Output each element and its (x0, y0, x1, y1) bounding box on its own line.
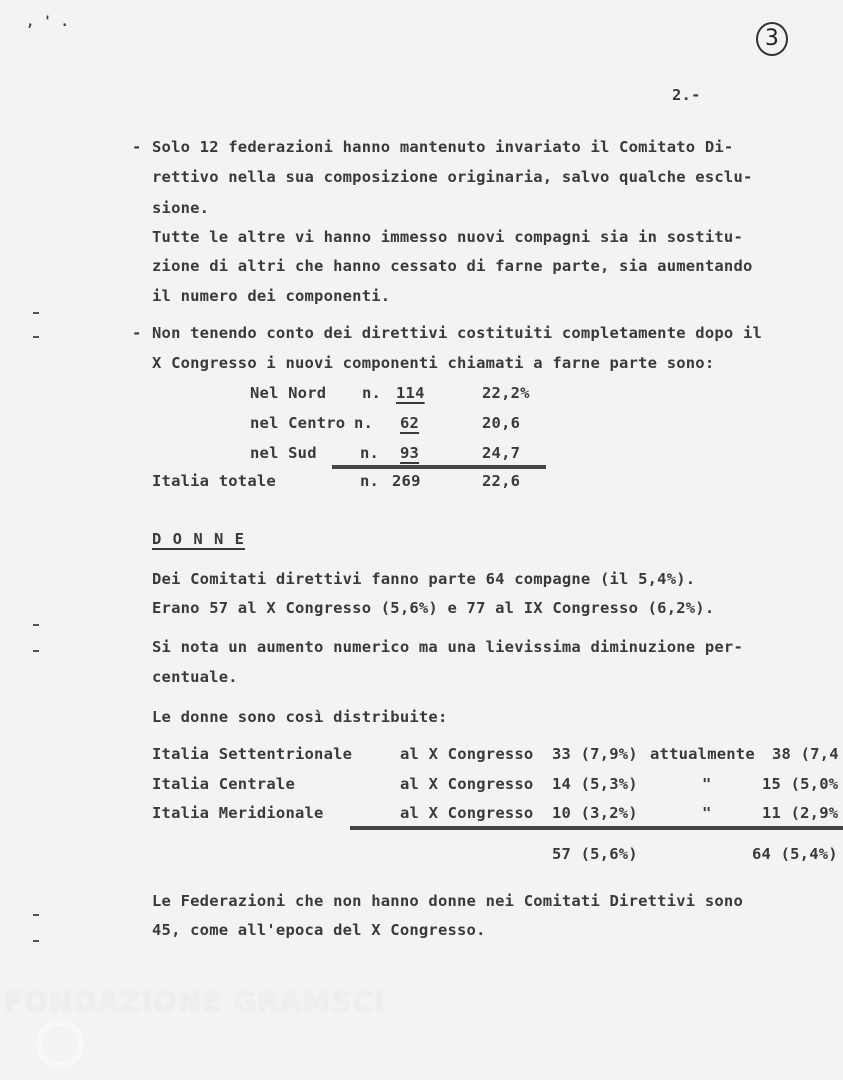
women-sep: " (702, 775, 712, 793)
donne-intro: Le donne sono così distribuite: (152, 708, 448, 726)
para1-line: sione. (152, 199, 210, 217)
closing-line: Le Federazioni che non hanno donne nei Comitati Direttivi sono (152, 892, 743, 910)
donne-line: centuale. (152, 668, 238, 686)
total-value: 269 (392, 472, 421, 490)
margin-mark (33, 336, 39, 338)
archive-logo-icon (36, 1020, 84, 1068)
para1-line: Tutte le altre vi hanno immesso nuovi compagni sia in sostitu- (152, 228, 743, 246)
margin-mark (33, 914, 39, 916)
margin-mark (33, 624, 39, 626)
total-label: Italia totale (152, 472, 276, 490)
women-congress: al X Congresso (400, 775, 534, 793)
region-pct: 24,7 (482, 444, 521, 462)
region-n: n. (362, 384, 382, 402)
women-now: 11 (2,9% (762, 804, 839, 822)
margin-mark (33, 650, 39, 652)
women-then: 33 (7,9%) (552, 745, 638, 763)
women-region: Italia Meridionale (152, 804, 324, 822)
donne-line: Erano 57 al X Congresso (5,6%) e 77 al IX Congresso (6,2%). (152, 599, 715, 617)
para2-line: Non tenendo conto dei direttivi costituiti completamente dopo il (152, 324, 763, 342)
region-value: 93 (400, 444, 420, 462)
margin-mark (33, 312, 39, 314)
women-sum-rule (350, 826, 843, 830)
women-sep: attualmente (650, 745, 755, 763)
bullet-dash: - (132, 324, 142, 342)
total-n: n. (360, 472, 380, 490)
women-total-then: 57 (5,6%) (552, 845, 638, 863)
region-label: Nel Nord (250, 384, 327, 402)
region-n: n. (360, 444, 380, 462)
donne-line: Si nota un aumento numerico ma una lievissima diminuzione per- (152, 638, 743, 656)
total-pct: 22,6 (482, 472, 521, 490)
region-value: 62 (400, 414, 420, 432)
region-pct: 20,6 (482, 414, 521, 432)
bullet-dash: - (132, 138, 142, 156)
para1-line: il numero dei componenti. (152, 287, 391, 305)
region-pct: 22,2% (482, 384, 530, 402)
region-n: n. (354, 414, 374, 432)
page-stamp: 3 (756, 22, 788, 56)
women-region: Italia Settentrionale (152, 745, 353, 763)
women-then: 14 (5,3%) (552, 775, 638, 793)
archive-watermark: FONDAZIONE GRAMSCI (4, 985, 386, 1018)
page-number: 2.- (672, 86, 701, 104)
region-value: 114 (396, 384, 425, 402)
region-label: nel Sud (250, 444, 317, 462)
women-congress: al X Congresso (400, 804, 534, 822)
women-then: 10 (3,2%) (552, 804, 638, 822)
women-total-now: 64 (5,4%) (752, 845, 838, 863)
table-sum-rule (332, 465, 546, 469)
women-now: 38 (7,4 (772, 745, 839, 763)
para1-line: zione di altri che hanno cessato di farne parte, sia aumentando (152, 257, 753, 275)
para1-line: rettivo nella sua composizione originaria, salvo qualche esclu- (152, 168, 753, 186)
women-now: 15 (5,0% (762, 775, 839, 793)
donne-line: Dei Comitati direttivi fanno parte 64 compagne (il 5,4%). (152, 570, 696, 588)
region-label: nel Centro (250, 414, 346, 432)
closing-line: 45, come all'epoca del X Congresso. (152, 921, 486, 939)
para2-line: X Congresso i nuovi componenti chiamati a farne parte sono: (152, 354, 715, 372)
women-congress: al X Congresso (400, 745, 534, 763)
margin-mark (33, 940, 39, 942)
women-sep: " (702, 804, 712, 822)
para1-line: Solo 12 federazioni hanno mantenuto invariato il Comitato Di- (152, 138, 734, 156)
section-heading-donne: D O N N E (152, 530, 245, 548)
corner-marks: , ' . (26, 14, 70, 30)
women-region: Italia Centrale (152, 775, 295, 793)
